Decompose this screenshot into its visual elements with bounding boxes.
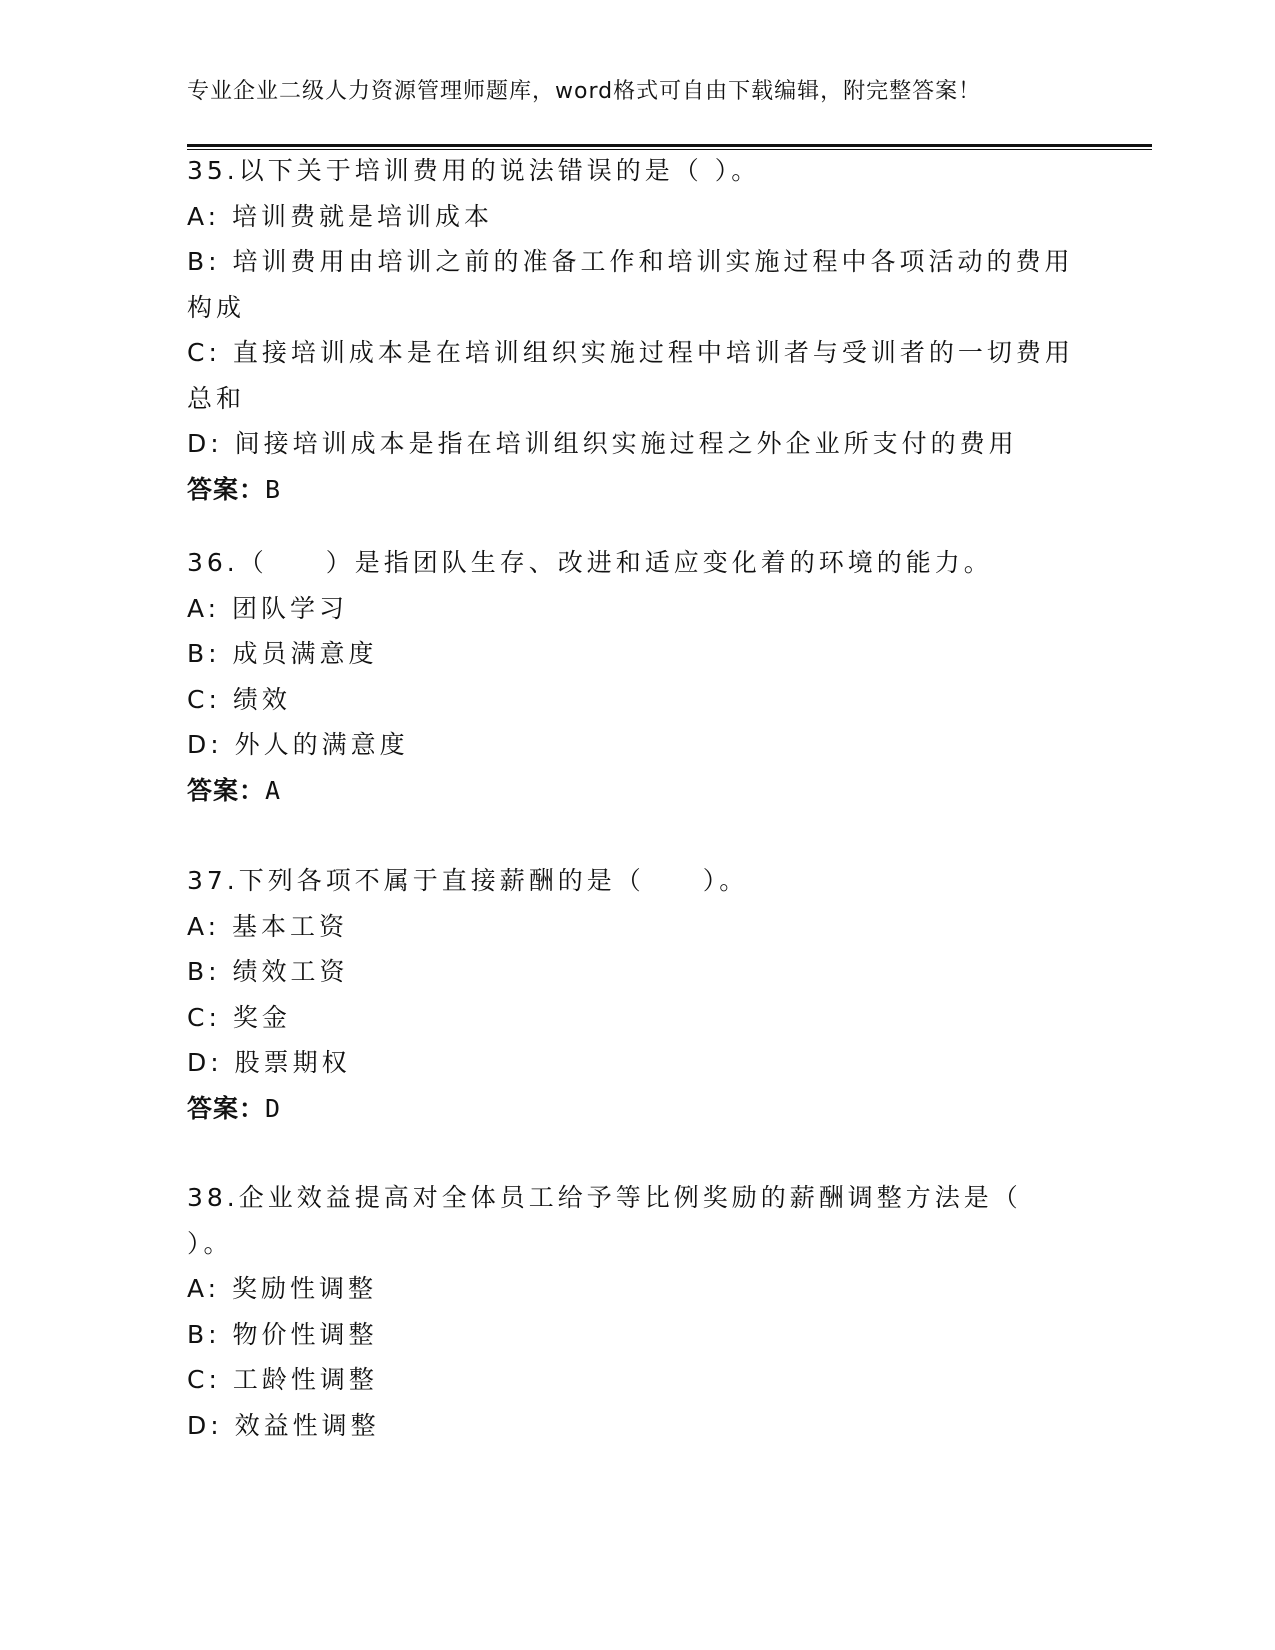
option-d: D: 效益性调整 [187, 1410, 380, 1440]
answer [187, 467, 1087, 513]
option-c: C: 绩效 [187, 684, 291, 714]
question-stem: 38.企业效益提高对全体员工给予等比例奖励的薪酬调整方法是（ ）。 [187, 1183, 1022, 1258]
option-a: A: 基本工资 [187, 911, 349, 941]
question-stem: 36.（ ）是指团队生存、改进和适应变化着的环境的能力。 [187, 548, 993, 577]
option-c: C: 直接培训成本是在培训组织实施过程中培训者与受训者的一切费用 总和 [187, 338, 1074, 413]
option-d: D: 间接培训成本是指在培训组织实施过程之外企业所支付的费用 [187, 429, 1018, 458]
answer [187, 1086, 1087, 1132]
option-b: B: 绩效工资 [187, 957, 349, 986]
option-a: A: 培训费就是培训成本 [187, 201, 494, 231]
answer-label: 答案： [187, 474, 266, 504]
question-36 [187, 540, 1087, 813]
option-b: B: 培训费用由培训之前的准备工作和培训实施过程中各项活动的费用 构成 [187, 247, 1074, 322]
option-d: D: 外人的满意度 [187, 730, 409, 759]
answer-label: 答案： [187, 775, 266, 805]
answer-value: A [265, 775, 282, 805]
option-c: C: 奖金 [187, 1002, 291, 1032]
option-b: B: 成员满意度 [187, 639, 378, 668]
answer-label: 答案： [187, 1093, 266, 1123]
option-a: A: 奖励性调整 [187, 1274, 378, 1303]
question-stem: 35.以下关于培训费用的说法错误的是（ ）。 [187, 156, 761, 185]
option-b: B: 物价性调整 [187, 1319, 378, 1349]
page-header: 专业企业二级人力资源管理师题库，word格式可自由下载编辑，附完整答案！ [187, 79, 982, 104]
question-38 [187, 1175, 1087, 1448]
option-a: A: 团队学习 [187, 593, 349, 623]
option-c: C: 工龄性调整 [187, 1365, 378, 1394]
answer-value: B [265, 474, 282, 504]
question-37 [187, 858, 1087, 1131]
question-stem: 37.下列各项不属于直接薪酬的是（ ）。 [187, 866, 749, 895]
option-d: D: 股票期权 [187, 1048, 351, 1077]
answer [187, 768, 1087, 814]
answer-value: D [265, 1093, 282, 1123]
question-35 [187, 148, 1087, 512]
